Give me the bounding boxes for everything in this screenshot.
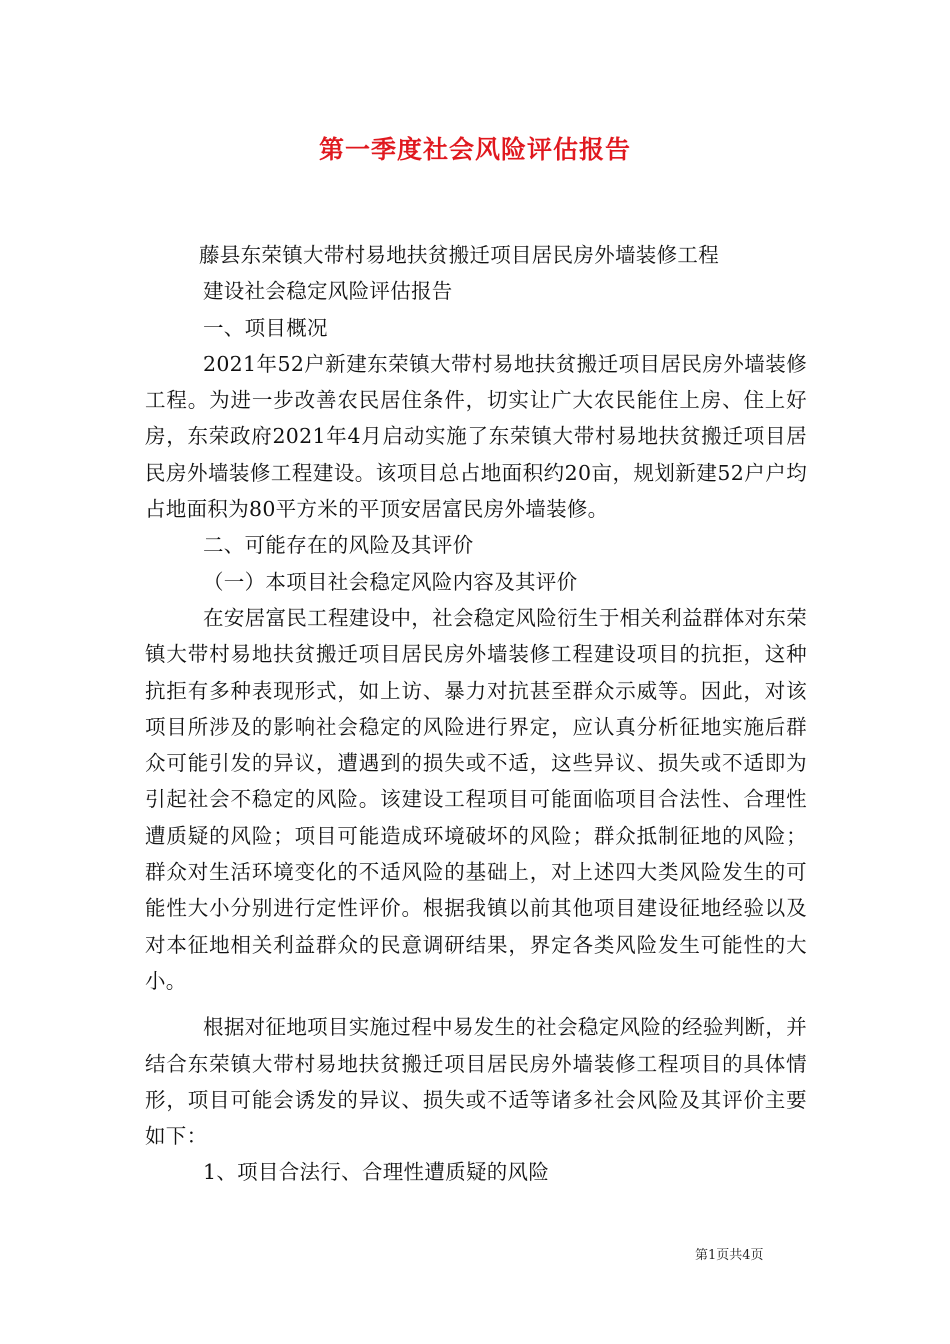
section-heading-overview: 一、项目概况 [203,315,328,340]
subtitle-line-1: 藤县东荣镇大带村易地扶贫搬迁项目居民房外墙装修工程 [199,243,719,267]
subsection-heading-risk-content: （一）本项目社会稳定风险内容及其评价 [203,569,578,594]
subtitle-line-2: 建设社会稳定风险评估报告 [203,279,453,304]
paragraph-overview: 2021年52户新建东荣镇大带村易地扶贫搬迁项目居民房外墙装修工程。为进一步改善农民居住条件，切实让广大农民能住上房、住上好房，东荣政府2021年4月启动实施了东荣镇大带村易地扶贫搬迁项目居民房外墙装修工程建设。该项目总占地面积约20亩，规划新建52户户均占地面积为80平方米的平顶安居富民房外墙装修。 [145,351,807,522]
document-body [145,237,807,1191]
paragraph-risk-analysis: 在安居富民工程建设中，社会稳定风险衍生于相关利益群体对东荣镇大带村易地扶贫搬迁项目居民房外墙装修工程建设项目的抗拒，这种抗拒有多种表现形式，如上访、暴力对抗甚至群众示威等。因此，对该项目所涉及的影响社会稳定的风险进行界定，应认真分析征地实施后群众可能引发的异议，遭遇到的损失或不适，这些异议、损失或不适即为引起社会不稳定的风险。该建设工程项目可能面临项目合法性、合理性遭质疑的风险；项目可能造成环境破坏的风险；群众抵制征地的风险；群众对生活环境变化的不适风险的基础上，对上述四大类风险发生的可能性大小分别进行定性评价。根据我镇以前其他项目建设征地经验以及对本征地相关利益群众的民意调研结果，界定各类风险发生可能性的大小。 [145,605,807,993]
list-item-legality-risk: 1、项目合法行、合理性遭质疑的风险 [203,1160,550,1185]
paragraph-risk-summary: 根据对征地项目实施过程中易发生的社会稳定风险的经验判断，并结合东荣镇大带村易地扶贫搬迁项目居民房外墙装修工程项目的具体情形，项目可能会诱发的异议、损失或不适等诸多社会风险及其评价主要如下： [145,1015,807,1149]
page-number: 第1页共4页 [695,1248,764,1263]
document-title: 第一季度社会风险评估报告 [318,135,631,164]
section-heading-risks: 二、可能存在的风险及其评价 [203,533,474,558]
